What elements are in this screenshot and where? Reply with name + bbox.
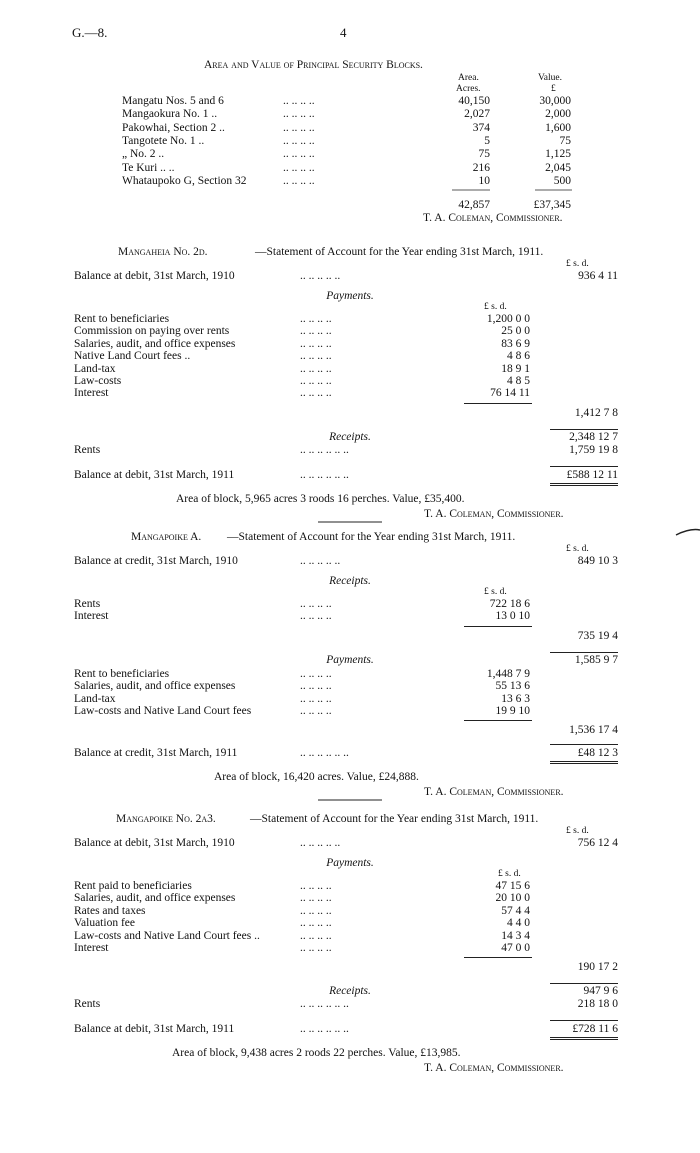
line-item-amount: 722 18 6 <box>489 598 530 610</box>
leader-dots: .. .. .. .. <box>300 880 332 892</box>
leader-dots: .. .. .. .. <box>300 942 332 954</box>
block-name: Te Kuri .. .. <box>122 161 175 174</box>
leader-dots: .. .. .. .. .. <box>300 837 341 849</box>
block-name: Pakowhai, Section 2 .. <box>122 121 225 134</box>
line-item-label: Interest <box>74 610 109 623</box>
leader-dots: .. .. .. .. <box>300 337 332 350</box>
lsd-header-sub: £ s. d. <box>484 302 507 312</box>
statement-heading-name: Mangapoike A. <box>131 531 202 543</box>
line-item-amount: 1,200 0 0 <box>486 313 530 325</box>
blocks-total-area: 42,857 <box>458 199 490 211</box>
leader-dots: .. .. .. .. <box>300 610 332 623</box>
line-item-amount: 20 10 0 <box>495 892 530 905</box>
line-item-amount: 13 6 3 <box>501 692 530 705</box>
leader-dots: .. .. .. .. <box>300 692 332 705</box>
running-subtotal: 1,585 9 7 <box>574 653 618 666</box>
margin-mark <box>676 530 700 535</box>
statement-heading-name: Mangapoike No. 2a3. <box>116 813 216 825</box>
block-area-note: Area of block, 9,438 acres 2 roods 22 perches. Value, £13,985. <box>172 1047 461 1060</box>
running-subtotal: 2,348 12 7 <box>569 430 618 443</box>
block-leader-dots: .. .. .. .. <box>283 174 315 187</box>
blocks-title: Area and Value of Principal Security Blocks. <box>204 59 423 71</box>
block-area-note: Area of block, 16,420 acres. Value, £24,888. <box>214 771 419 784</box>
line-item-label: Commission on paying over rents <box>74 325 230 338</box>
block-name: Mangaokura No. 1 .. <box>122 108 218 121</box>
block-area: 75 <box>478 148 490 161</box>
closing-balance-label: Balance at debit, 31st March, 1911 <box>74 468 235 481</box>
line-item-amount: 4 8 6 <box>507 350 530 363</box>
opening-balance-label: Balance at debit, 31st March, 1910 <box>74 270 235 282</box>
commissioner-signature: T. A. Coleman, Commissioner. <box>424 507 564 520</box>
group-total: 1,412 7 8 <box>574 406 618 419</box>
line-item-label: Rents <box>74 598 101 610</box>
line-item-label: Rents <box>74 998 101 1011</box>
block-leader-dots: .. .. .. .. <box>283 108 315 121</box>
group-total: 735 19 4 <box>577 629 618 642</box>
line-item-amount: 1,448 7 9 <box>486 667 530 680</box>
line-item-label: Rates and taxes <box>74 904 146 917</box>
line-item-label: Rent paid to beneficiaries <box>74 880 192 892</box>
block-area: 216 <box>472 161 490 174</box>
group-title: Receipts. <box>329 430 371 443</box>
line-item-amount: 47 0 0 <box>501 942 530 954</box>
leader-dots: .. .. .. .. .. .. <box>300 1023 349 1036</box>
line-item-label: Land-tax <box>74 692 116 705</box>
blocks-col-area: Area. <box>458 73 479 83</box>
report-reference: G.—8. <box>72 25 108 40</box>
group-total: 190 17 2 <box>577 961 618 974</box>
block-leader-dots: .. .. .. .. <box>283 161 315 174</box>
block-leader-dots: .. .. .. .. <box>283 148 315 161</box>
block-area: 374 <box>472 121 490 134</box>
leader-dots: .. .. .. .. .. .. <box>300 998 349 1011</box>
block-name: Mangatu Nos. 5 and 6 <box>122 95 224 107</box>
leader-dots: .. .. .. .. <box>300 325 332 338</box>
line-item-amount: 14 3 4 <box>501 929 530 942</box>
line-item-label: Salaries, audit, and office expenses <box>74 680 236 693</box>
leader-dots: .. .. .. .. <box>300 375 332 387</box>
line-item-amount: 218 18 0 <box>577 998 618 1011</box>
lsd-header-sub: £ s. d. <box>484 587 507 597</box>
group-title: Receipts. <box>329 575 371 587</box>
line-item-amount: 1,759 19 8 <box>569 443 618 456</box>
line-item-amount: 4 8 5 <box>507 375 530 387</box>
line-item-label: Land-tax <box>74 362 116 375</box>
block-area: 5 <box>484 134 490 147</box>
closing-balance-amount: £48 12 3 <box>577 747 618 760</box>
leader-dots: .. .. .. .. <box>300 598 332 610</box>
blocks-total-value: £37,345 <box>533 199 571 211</box>
closing-balance-amount: £588 12 11 <box>566 468 618 481</box>
group-title: Payments. <box>326 857 374 869</box>
leader-dots: .. .. .. .. <box>300 362 332 375</box>
lsd-header-right: £ s. d. <box>566 544 589 554</box>
line-item-label: Law-costs and Native Land Court fees <box>74 705 252 717</box>
opening-balance-label: Balance at credit, 31st March, 1910 <box>74 555 238 567</box>
leader-dots: .. .. .. .. <box>300 667 332 680</box>
group-title: Receipts. <box>329 985 371 998</box>
line-item-label: Rents <box>74 443 101 456</box>
block-area: 40,150 <box>458 95 490 107</box>
group-title: Payments. <box>326 290 374 302</box>
block-value: 1,600 <box>545 121 571 134</box>
leader-dots: .. .. .. .. <box>300 929 332 942</box>
leader-dots: .. .. .. .. <box>300 313 332 325</box>
block-value: 30,000 <box>539 95 571 107</box>
line-item-amount: 18 9 1 <box>501 362 530 375</box>
closing-balance-amount: £728 11 6 <box>572 1023 618 1036</box>
blocks-signature: T. A. Coleman, Commissioner. <box>423 212 563 224</box>
block-leader-dots: .. .. .. .. <box>283 95 315 107</box>
line-item-label: Native Land Court fees .. <box>74 350 191 363</box>
leader-dots: .. .. .. .. <box>300 387 332 400</box>
line-item-amount: 19 9 10 <box>495 705 530 717</box>
closing-balance-label: Balance at debit, 31st March, 1911 <box>74 1023 235 1036</box>
leader-dots: .. .. .. .. <box>300 917 332 930</box>
block-value: 1,125 <box>545 148 571 161</box>
line-item-amount: 47 15 6 <box>495 880 530 892</box>
line-item-amount: 13 0 10 <box>495 610 530 623</box>
leader-dots: .. .. .. .. .. <box>300 270 341 282</box>
lsd-header-right: £ s. d. <box>566 826 589 836</box>
block-value: 2,000 <box>545 108 571 121</box>
block-area: 2,027 <box>464 108 490 121</box>
running-subtotal: 947 9 6 <box>583 985 618 998</box>
block-value: 75 <box>559 134 571 147</box>
closing-balance-label: Balance at credit, 31st March, 1911 <box>74 747 238 760</box>
blocks-col-value-unit: £ <box>551 84 556 94</box>
line-item-amount: 83 6 9 <box>501 337 530 350</box>
blocks-col-area-unit: Acres. <box>456 84 481 94</box>
leader-dots: .. .. .. .. <box>300 892 332 905</box>
line-item-label: Law-costs and Native Land Court fees .. <box>74 929 260 942</box>
leader-dots: .. .. .. .. <box>300 904 332 917</box>
line-item-amount: 57 4 4 <box>501 904 530 917</box>
block-area-note: Area of block, 5,965 acres 3 roods 16 perches. Value, £35,400. <box>176 492 465 505</box>
page-number: 4 <box>340 25 347 40</box>
block-name: „ No. 2 .. <box>122 148 165 161</box>
opening-balance-amount: 936 4 11 <box>578 270 618 282</box>
leader-dots: .. .. .. .. .. .. <box>300 747 349 760</box>
line-item-label: Salaries, audit, and office expenses <box>74 892 236 905</box>
block-name: Tangotete No. 1 .. <box>122 134 205 147</box>
leader-dots: .. .. .. .. <box>300 680 332 693</box>
group-total: 1,536 17 4 <box>569 724 618 737</box>
line-item-label: Salaries, audit, and office expenses <box>74 337 236 350</box>
lsd-header-right: £ s. d. <box>566 259 589 269</box>
line-item-label: Rent to beneficiaries <box>74 667 170 680</box>
line-item-label: Interest <box>74 942 109 954</box>
leader-dots: .. .. .. .. .. .. <box>300 443 349 456</box>
block-leader-dots: .. .. .. .. <box>283 121 315 134</box>
commissioner-signature: T. A. Coleman, Commissioner. <box>424 786 564 799</box>
block-value: 500 <box>553 174 571 187</box>
line-item-amount: 76 14 11 <box>490 387 530 400</box>
leader-dots: .. .. .. .. .. .. <box>300 468 349 481</box>
opening-balance-amount: 756 12 4 <box>577 837 618 849</box>
block-name: Whataupoko G, Section 32 <box>122 174 247 187</box>
block-leader-dots: .. .. .. .. <box>283 134 315 147</box>
block-area: 10 <box>478 174 490 187</box>
leader-dots: .. .. .. .. <box>300 350 332 363</box>
line-item-label: Law-costs <box>74 375 122 387</box>
line-item-label: Valuation fee <box>74 917 135 930</box>
line-item-amount: 4 4 0 <box>507 917 530 930</box>
statement-heading-text: —Statement of Account for the Year ending 31st March, 1911. <box>255 246 544 258</box>
statement-heading-name: Mangaheia No. 2d. <box>118 246 208 258</box>
statement-heading-text: —Statement of Account for the Year ending 31st March, 1911. <box>250 813 539 825</box>
line-item-label: Interest <box>74 387 109 400</box>
line-item-label: Rent to beneficiaries <box>74 313 170 325</box>
opening-balance-amount: 849 10 3 <box>577 555 618 567</box>
group-title: Payments. <box>326 653 374 666</box>
leader-dots: .. .. .. .. .. <box>300 555 341 567</box>
leader-dots: .. .. .. .. <box>300 705 332 717</box>
block-value: 2,045 <box>545 161 571 174</box>
line-item-amount: 25 0 0 <box>501 325 530 338</box>
opening-balance-label: Balance at debit, 31st March, 1910 <box>74 837 235 849</box>
blocks-col-value: Value. <box>538 73 563 83</box>
line-item-amount: 55 13 6 <box>495 680 530 693</box>
lsd-header-sub: £ s. d. <box>498 869 521 879</box>
statement-heading-text: —Statement of Account for the Year ending 31st March, 1911. <box>227 531 516 543</box>
commissioner-signature: T. A. Coleman, Commissioner. <box>424 1062 564 1075</box>
